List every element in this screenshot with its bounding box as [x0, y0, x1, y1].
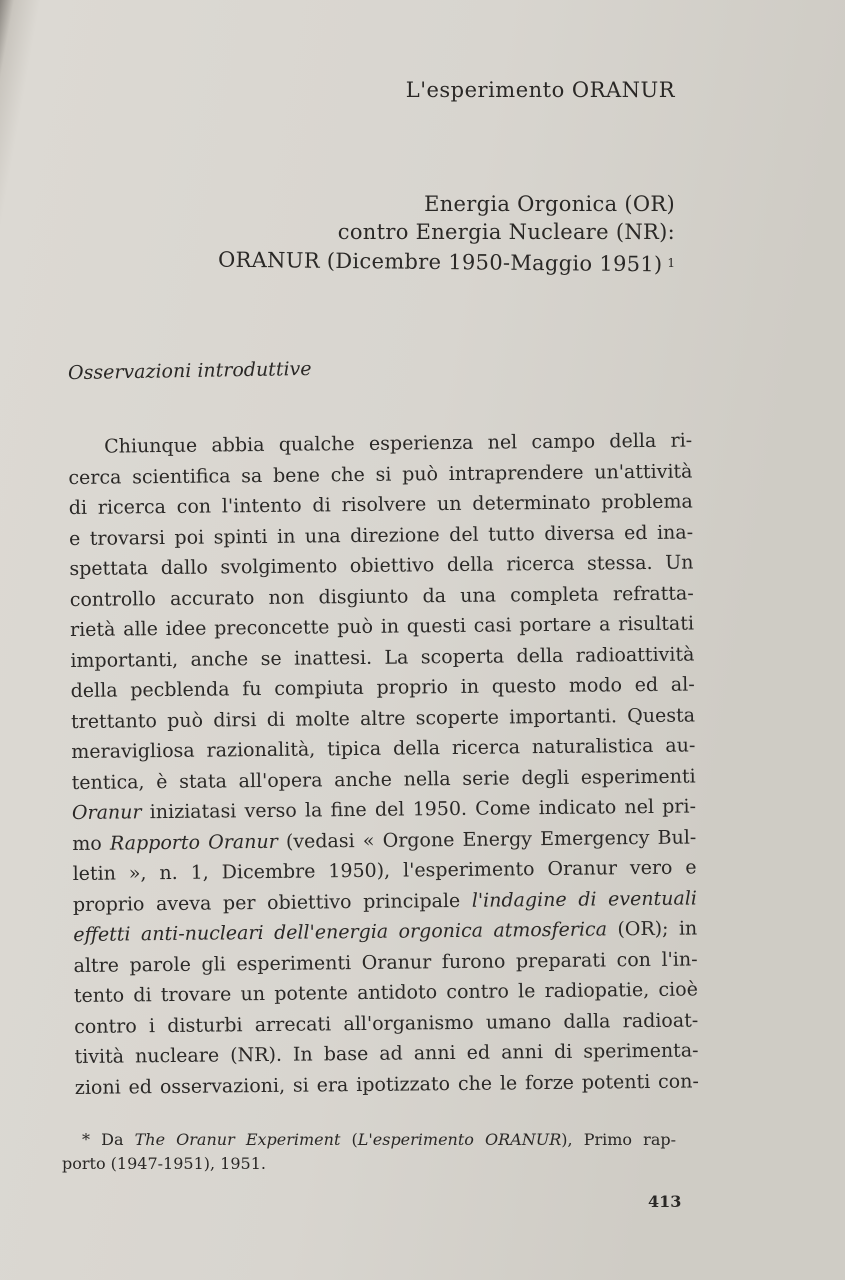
footnote-line-1	[82, 1130, 676, 1149]
text-segment: proprio aveva per obiettivo principale	[72, 889, 472, 916]
text-segment: (	[340, 1130, 358, 1149]
italic-text: l'indagine di eventuali	[471, 886, 698, 912]
italic-text: Oranur	[71, 801, 142, 824]
text-segment: iniziatasi verso la fine del 1950. Come indicato nel pri-	[141, 795, 697, 824]
text-segment: (vedasi « Orgone Energy Emergency Bul-	[277, 825, 697, 853]
text-segment: rietà alle idee preconcette può in questi casi portare a risultati	[69, 612, 695, 641]
running-header: L'esperimento ORANUR	[405, 78, 675, 102]
text-segment: Da	[101, 1130, 135, 1149]
section-heading: Osservazioni introduttive	[67, 357, 312, 385]
text-segment: ), Primo rap-	[561, 1130, 676, 1149]
text-segment: (OR); in	[606, 917, 698, 941]
text-segment: spettata dallo svolgimento obiettivo della ricerca stessa. Un	[69, 551, 694, 580]
chapter-title-line-2: contro Energia Nucleare (NR):	[337, 220, 675, 244]
text-segment: tentica, è stata all'opera anche nella serie degli esperimenti	[71, 764, 696, 794]
text-segment: tento di trovare un potente antidoto contro le radiopatie, cioè	[73, 978, 698, 1007]
text-segment: contro i disturbi arrecati all'organismo umano dalla radioat-	[74, 1008, 699, 1038]
text-segment: di ricerca con l'intento di risolvere un determinato problema	[68, 490, 693, 519]
title-footnote-mark: 1	[667, 256, 675, 270]
italic-text: effetti anti-nucleari dell'energia orgonica atmosferica	[73, 918, 608, 946]
italic-text: L'esperimento ORANUR	[357, 1130, 562, 1149]
text-segment: porto (1947-1951), 1951.	[62, 1154, 266, 1173]
text-segment: e trovarsi poi spinti in una direzione del tutto diversa ed ina-	[69, 520, 694, 550]
page-number: 413	[648, 1192, 682, 1211]
chapter-title-line-1: Energia Orgonica (OR)	[424, 192, 675, 216]
footnote-text-1	[101, 1130, 676, 1149]
text-segment: tività nucleare (NR). In base ad anni ed anni di sperimenta-	[74, 1039, 699, 1068]
text-segment: della pecblenda fu compiuta proprio in questo modo ed al-	[70, 673, 695, 702]
text-segment: letin », n. 1, Dicembre 1950), l'esperimento Oranur vero e	[72, 856, 697, 885]
text-segment: zioni ed osservazioni, si era ipotizzato che le forze potenti con-	[74, 1069, 699, 1099]
body-line	[75, 1066, 699, 1103]
footnote-mark: *	[82, 1130, 90, 1149]
chapter-title-text: ORANUR (Dicembre 1950-Maggio 1951)	[218, 247, 664, 277]
text-segment: mo	[72, 832, 111, 855]
italic-text: Rapporto Oranur	[109, 830, 278, 855]
text-segment: importanti, anche se inattesi. La scoperta della radioattività	[70, 642, 695, 672]
text-segment: trettanto può dirsi di molte altre scoperte importanti. Questa	[70, 703, 696, 733]
text-segment: Chiunque abbia qualche esperienza nel campo della ri-	[104, 429, 693, 458]
footnote-line-2	[62, 1154, 266, 1173]
text-segment: meravigliosa razionalità, tipica della ricerca naturalistica au-	[71, 734, 696, 763]
body-text	[68, 425, 699, 1102]
text-segment: cerca scientifica sa bene che si può intraprendere un'attività	[68, 459, 693, 489]
text-segment: altre parole gli esperimenti Oranur furono preparati con l'in-	[73, 947, 698, 977]
italic-text: The Oranur Experiment	[134, 1130, 341, 1149]
chapter-title-line-3	[218, 248, 663, 277]
text-segment: controllo accurato non disgiunto da una completa refratta-	[69, 581, 694, 611]
